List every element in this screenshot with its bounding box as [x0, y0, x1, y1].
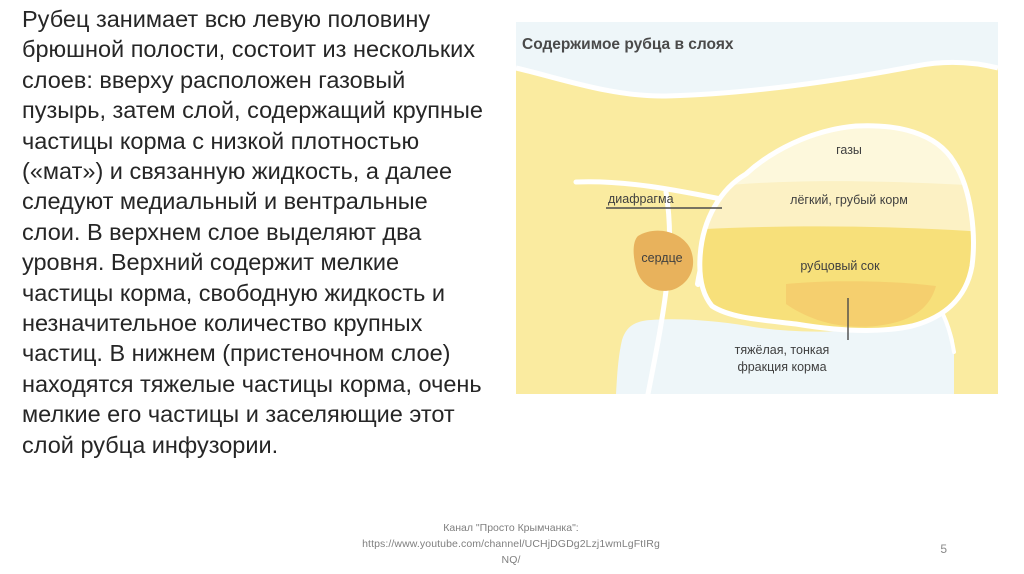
credit-channel-url-end: NQ/ [501, 554, 521, 566]
rumen-diagram [516, 22, 998, 394]
diaphragm-label: диафрагма [608, 192, 674, 206]
light-feed-label: лёгкий, грубый корм [790, 193, 908, 207]
credit-channel-name: Канал "Просто Крымчанка": [443, 522, 579, 534]
light-feed-layer [686, 181, 986, 234]
rumen-juice-label: рубцовый сок [800, 259, 880, 273]
heart-label: сердце [641, 251, 683, 265]
rumen-layers-figure [516, 22, 998, 394]
figure-title: Содержимое рубца в слоях [522, 36, 734, 53]
heavy-fraction-label-line2: фракция корма [737, 360, 827, 374]
credit-channel-url: https://www.youtube.com/channel/UCHjDGDg2Lzj1wmLgFtIRg [362, 538, 660, 550]
video-credit [318, 520, 704, 568]
body-text: Рубец занимает всю левую половину брюшной полости, состоит из нескольких слоев: вверху расположен газовый пузырь, затем слой, содержащий крупные частицы корма с низкой плотностью («мат») и связанную жидкость, а далее следуют медиальный и вентральные слои. В верхнем слое выделяют два уровня. Верхний содержит мелкие частицы корма, свободную жидкость и незначительное количество крупных частиц. В нижнем (пристеночном слое) находятся тяжелые частицы корма, очень мелкие его частицы и заселяющие этот слой рубца инфузории. [22, 6, 483, 458]
page-number: 5 [940, 542, 947, 556]
heavy-fraction-label-line1: тяжёлая, тонкая [734, 343, 830, 357]
gases-label: газы [836, 143, 862, 157]
